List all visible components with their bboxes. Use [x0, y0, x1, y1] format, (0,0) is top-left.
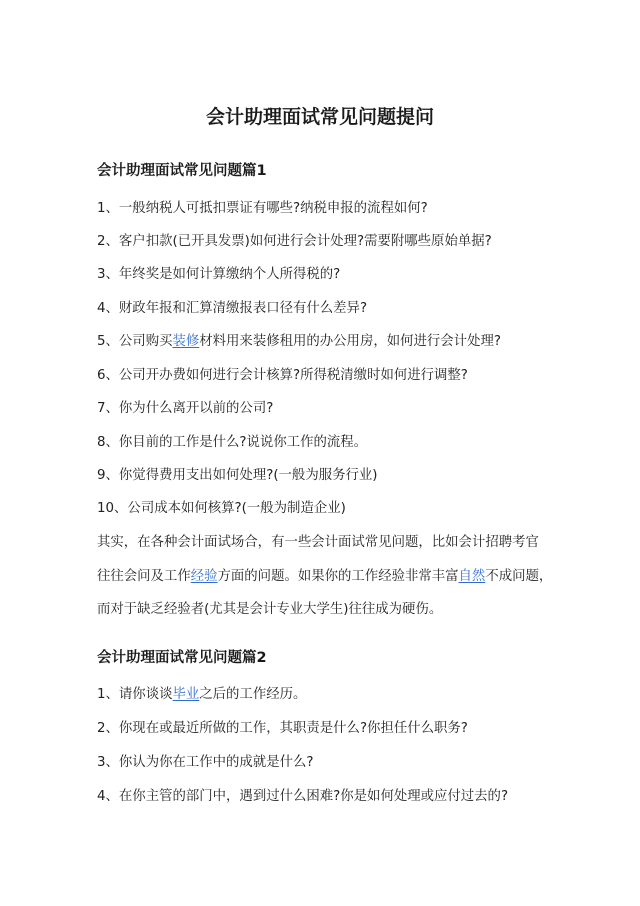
paragraph-line-3: 而对于缺乏经验者(尤其是会计专业大学生)往往成为硬伤。 — [97, 602, 443, 617]
question-1-1: 1、一般纳税人可抵扣票证有哪些?纳税申报的流程如何? — [97, 201, 428, 216]
paragraph-line-1: 其实，在各种会计面试场合，有一些会计面试常见问题，比如会计招聘考官 — [97, 535, 539, 550]
question-2-2: 2、你现在或最近所做的工作，其职责是什么?你担任什么职务? — [97, 721, 468, 736]
question-2-3: 3、你认为你在工作中的成就是什么? — [97, 755, 314, 770]
question-2-1 — [97, 684, 306, 706]
question-1-3: 3、年终奖是如何计算缴纳个人所得税的? — [97, 267, 341, 282]
question-2-1-after: 之后的工作经历。 — [199, 687, 307, 702]
question-1-4: 4、财政年报和汇算清缴报表口径有什么差异? — [97, 301, 368, 316]
question-1-8: 8、你目前的工作是什么?说说你工作的流程。 — [97, 435, 368, 450]
paragraph-line-2-after: 不成问题， — [485, 569, 553, 584]
question-1-2: 2、客户扣款(已开具发票)如何进行会计处理?需要附哪些原始单据? — [97, 234, 492, 249]
question-1-5 — [97, 331, 501, 353]
question-2-1-before: 1、请你谈谈 — [97, 687, 173, 702]
question-1-9: 9、你觉得费用支出如何处理?(一般为服务行业) — [97, 468, 378, 483]
link-zhuangxiu[interactable]: 装修 — [172, 334, 200, 349]
section-heading-2: 会计助理面试常见问题篇2 — [97, 650, 267, 666]
question-1-10: 10、公司成本如何核算?(一般为制造企业) — [97, 501, 346, 516]
link-ziran[interactable]: 自然 — [458, 569, 486, 584]
section-heading-1: 会计助理面试常见问题篇1 — [97, 163, 267, 179]
question-1-5-before: 5、公司购买 — [97, 334, 173, 349]
link-biye[interactable]: 毕业 — [172, 687, 200, 702]
paragraph-line-2-middle: 方面的问题。如果你的工作经验非常丰富 — [217, 569, 459, 584]
question-1-6: 6、公司开办费如何进行会计核算?所得税清缴时如何进行调整? — [97, 368, 468, 383]
paragraph-line-2-before: 往往会问及工作 — [97, 569, 191, 584]
document-title: 会计助理面试常见问题提问 — [205, 106, 434, 128]
link-jingyan[interactable]: 经验 — [190, 569, 218, 584]
question-1-7: 7、你为什么离开以前的公司? — [97, 401, 274, 416]
question-1-5-after: 材料用来装修租用的办公用房，如何进行会计处理? — [199, 334, 501, 349]
question-2-4: 4、在你主管的部门中，遇到过什么困难?你是如何处理或应付过去的? — [97, 789, 509, 804]
paragraph-line-2 — [97, 566, 552, 588]
